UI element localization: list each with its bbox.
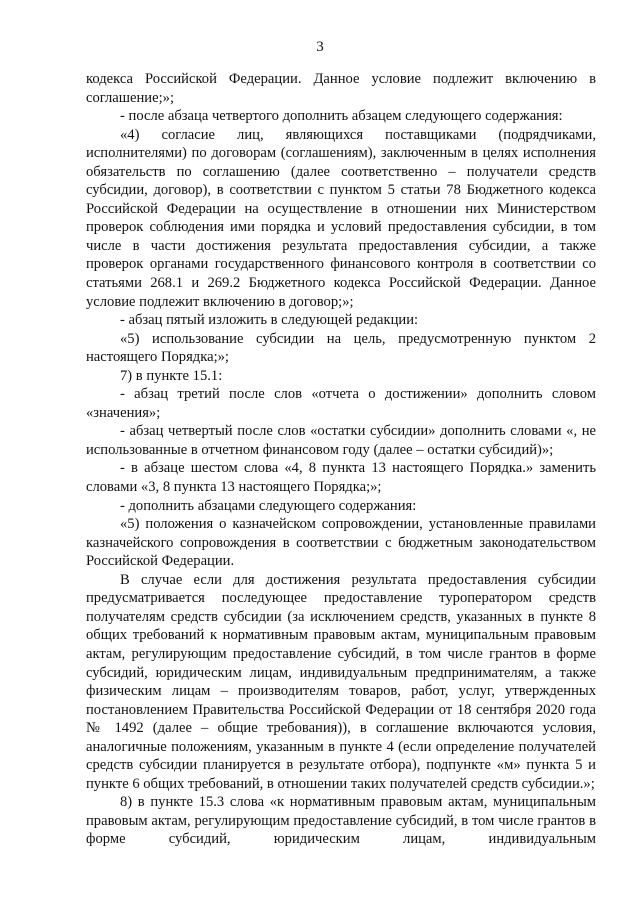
paragraph: кодекса Российской Федерации. Данное условие подлежит включению в соглашение;»; — [86, 71, 596, 106]
paragraph: - дополнить абзацами следующего содержания: — [120, 497, 417, 514]
paragraph: «4) согласие лиц, являющихся поставщиками (подрядчиками, исполнителями) по договорам (соглашениям), заключенным в целях исполнения обязательств по соглашению (далее соответственно – получатели средств субсидии, договор), в соответствии с пунктом 5 статьи 78 Бюджетного кодекса Российской Федерации на осуществление в отношении них Министерством проверок соблюдения ими порядка и условий предоставления субсидии, в том числе в части достижения результата предоставления субсидии, а также проверок органами государственного финансового контроля в соответствии со статьями 268.1 и 269.2 Бюджетного кодекса Российской Федерации. Данное условие подлежит включению в договор;»; — [86, 126, 596, 310]
paragraph: 7) в пункте 15.1: — [120, 367, 223, 384]
paragraph: - абзац четвертый после слов «остатки субсидии» дополнить словами «, не использованные в отчетном финансовом году (далее – остатки субсидий)»; — [86, 423, 596, 458]
paragraph: В случае если для достижения результата предоставления субсидии предусматривается последующее предоставление туроператором средств получателям средств субсидии (за исключением средств, указанных в пункте 8 общих требований к нормативным правовым актам, муниципальным правовым актам, регулирующим предоставление субсидий, в том числе грантов в форме субсидий, юридическим лицам, индивидуальным предпринимателям, а также физическим лицам – производителям товаров, работ, услуг, утвержденных постановлением Правительства Российской Федерации от 18 сентября 2020 года № 1492 (далее – общие требования)), в соглашение включаются условия, аналогичные положениям, указанным в пункте 4 (если определение получателей средств субсидии планируется в результате отбора), подпункте «м» пункта 5 и пункте 6 общих требований, в отношении таких получателей средств субсидии.»; — [86, 571, 596, 792]
paragraph: - абзац пятый изложить в следующей редакции: — [120, 312, 419, 329]
paragraph: - абзац третий после слов «отчета о достижении» дополнить словом «значения»; — [86, 386, 596, 421]
paragraph: 8) в пункте 15.3 слова «к нормативным правовым актам, муниципальным правовым актам, регулирующим предоставление субсидий, в том числе грантов в форме субсидий, юридическим лицам, индивидуальным — [86, 794, 596, 848]
paragraph: - после абзаца четвертого дополнить абзацем следующего содержания: — [120, 108, 563, 125]
paragraph: «5) положения о казначейском сопровождении, установленные правилами казначейского сопровождения в соответствии с бюджетным законодательством Российской Федерации. — [86, 516, 596, 570]
page-number: 3 — [316, 39, 324, 55]
paragraph: - в абзаце шестом слова «4, 8 пункта 13 настоящего Порядка.» заменить словами «3, 8 пункта 13 настоящего Порядка;»; — [86, 460, 596, 496]
document-body — [86, 70, 596, 849]
paragraph: «5) использование субсидии на цель, предусмотренную пунктом 2 настоящего Порядка;»; — [86, 330, 596, 366]
